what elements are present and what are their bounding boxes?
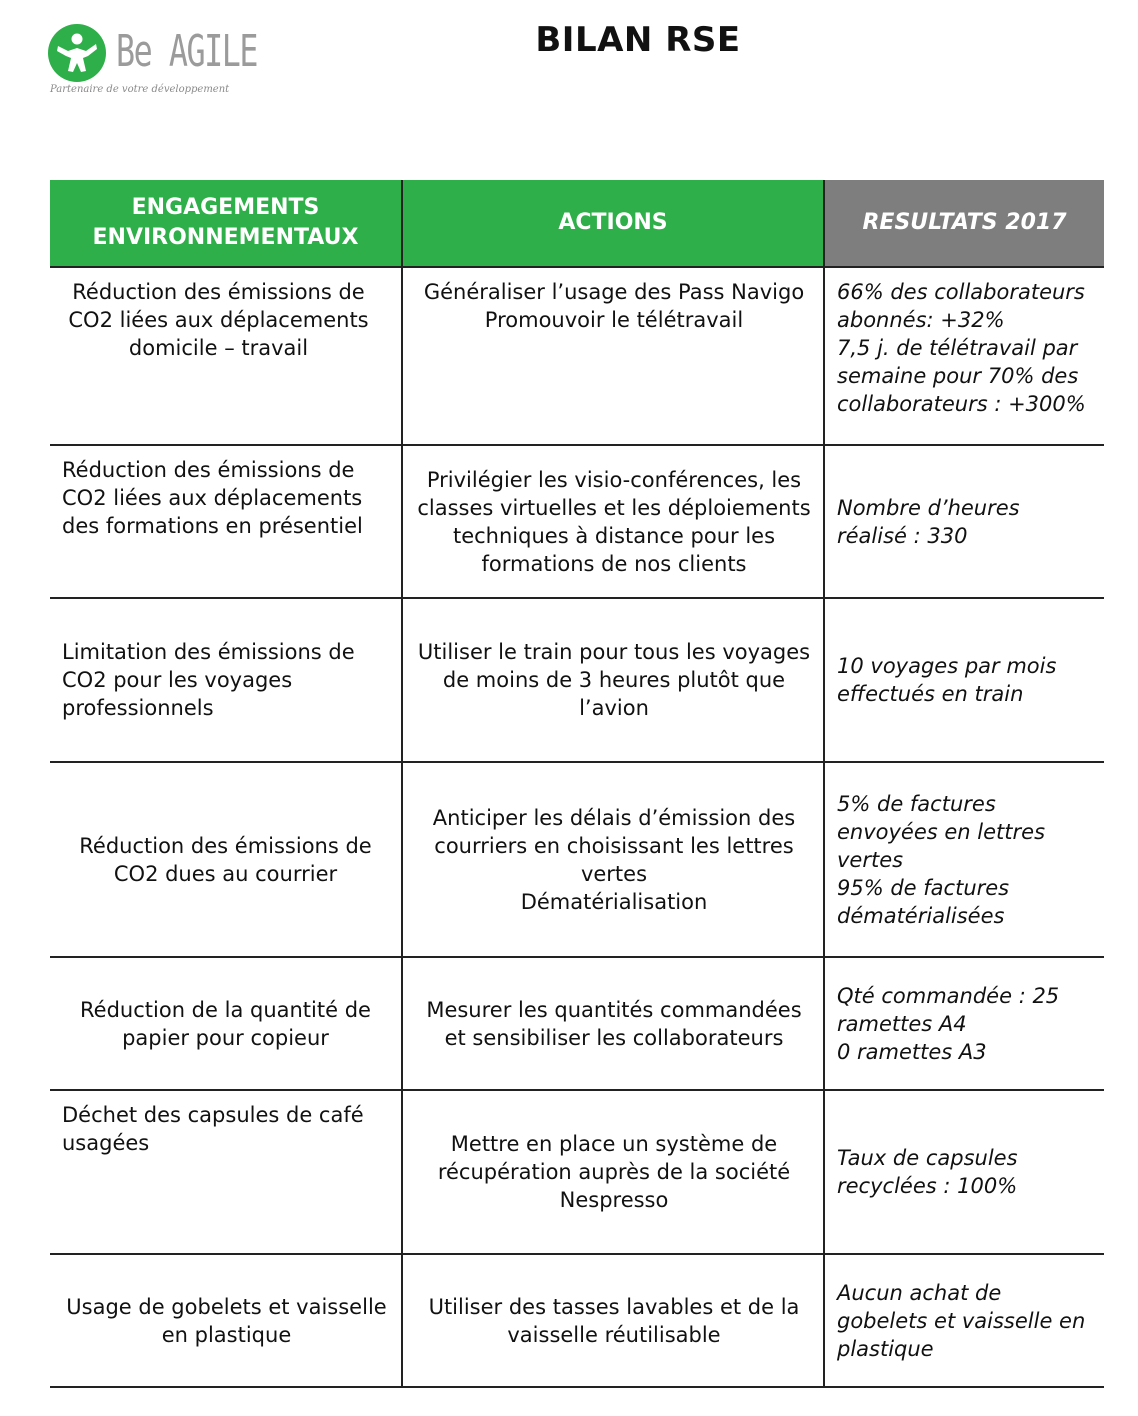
result-line: 10 voyages par mois effectués en train <box>837 654 1057 706</box>
action-cell <box>402 762 824 957</box>
column-header-engagements: ENGAGEMENTS ENVIRONNEMENTAUX <box>50 180 402 267</box>
table-row <box>50 1090 1104 1254</box>
action-cell: Utiliser le train pour tous les voyages de moins de 3 heures plutôt que l’avion <box>402 598 824 762</box>
engagement-cell: Réduction des émissions de CO2 liées aux déplacements domicile – travail <box>50 267 402 445</box>
result-cell <box>824 1254 1104 1387</box>
action-cell: Privilégier les visio-conférences, les classes virtuelles et les déploiements techniques à distance pour les formations de nos clients <box>402 445 824 598</box>
result-cell <box>824 1090 1104 1254</box>
result-line: 7,5 j. de télétravail par semaine pour 70% des collaborateurs : +300% <box>837 336 1086 416</box>
result-line: Nombre d’heures réalisé : 330 <box>837 495 1020 548</box>
result-line: 66% des collaborateurs abonnés: +32% <box>837 280 1085 332</box>
result-line: 5% de factures envoyées en lettres vertes <box>837 791 1046 872</box>
result-cell <box>824 267 1104 445</box>
table-header-row <box>50 180 1104 267</box>
result-cell <box>824 762 1104 957</box>
logo-wordmark: Be AGILE <box>116 26 258 77</box>
logo-tagline: Partenaire de votre développement <box>50 84 230 95</box>
engagement-cell: Réduction des émissions de CO2 dues au courrier <box>50 762 402 957</box>
engagement-cell: Déchet des capsules de café usagées <box>50 1090 402 1254</box>
table-row <box>50 762 1104 957</box>
column-header-actions: ACTIONS <box>402 180 824 267</box>
table-row <box>50 267 1104 445</box>
action-cell: Mesurer les quantités commandées et sensibiliser les collaborateurs <box>402 957 824 1090</box>
table-row <box>50 598 1104 762</box>
result-cell <box>824 957 1104 1090</box>
result-line: 95% de factures dématérialisées <box>837 875 1010 928</box>
action-line: Dématérialisation <box>520 889 708 914</box>
action-line: Anticiper les délais d’émission des courriers en choisissant les lettres vertes <box>432 805 796 886</box>
result-line: Qté commandée : 25 ramettes A4 <box>837 983 1060 1036</box>
table-row <box>50 957 1104 1090</box>
engagement-cell: Limitation des émissions de CO2 pour les voyages professionnels <box>50 598 402 762</box>
result-line: Aucun achat de gobelets et vaisselle en plastique <box>837 1280 1086 1361</box>
engagement-cell: Usage de gobelets et vaisselle en plastique <box>50 1254 402 1387</box>
column-header-resultats: RESULTATS 2017 <box>824 180 1104 267</box>
engagement-cell: Réduction des émissions de CO2 liées aux déplacements des formations en présentiel <box>50 445 402 598</box>
table-row <box>50 445 1104 598</box>
rse-table <box>50 180 1104 1388</box>
engagement-cell: Réduction de la quantité de papier pour copieur <box>50 957 402 1090</box>
page-title: BILAN RSE <box>535 20 741 60</box>
result-cell <box>824 445 1104 598</box>
action-cell: Mettre en place un système de récupération auprès de la société Nespresso <box>402 1090 824 1254</box>
action-cell: Utiliser des tasses lavables et de la vaisselle réutilisable <box>402 1254 824 1387</box>
result-line: Taux de capsules recyclées : 100% <box>837 1146 1018 1198</box>
action-cell: Généraliser l’usage des Pass Navigo Promouvoir le télétravail <box>402 267 824 445</box>
result-line: 0 ramettes A3 <box>837 1039 987 1064</box>
result-cell <box>824 598 1104 762</box>
table-row <box>50 1254 1104 1387</box>
